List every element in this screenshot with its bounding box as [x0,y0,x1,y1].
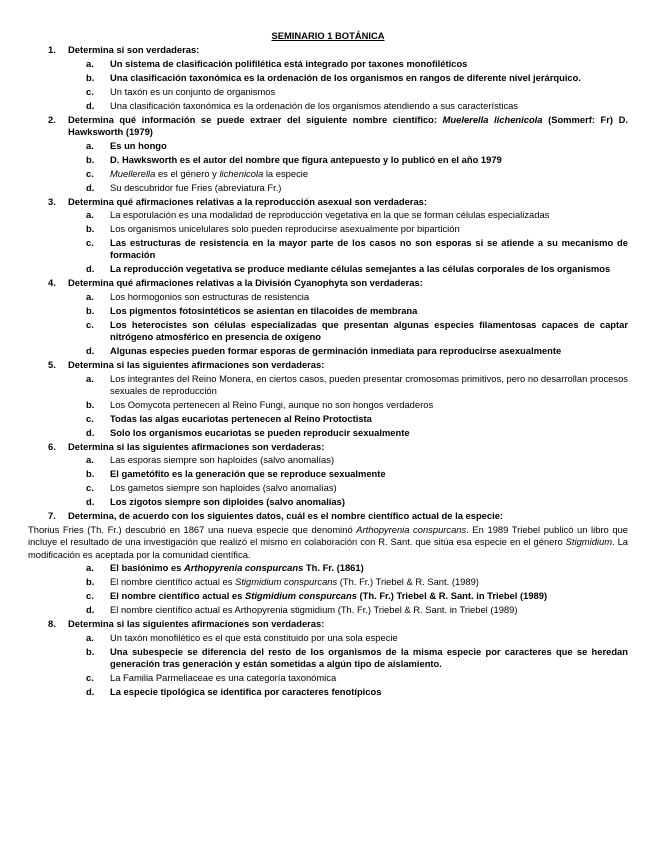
document [28,30,628,700]
option-item [28,305,628,317]
option-letter: a. [86,57,94,69]
option-item [28,86,628,98]
option-text: Solo los organismos eucariotas se pueden reproducir sexualmente [110,427,410,439]
option-letter: b. [86,645,95,657]
option-item [28,646,628,671]
option-text: Los pigmentos fotosintéticos se asientan en tilacoides de membrana [110,304,418,316]
option-letter: c. [86,167,94,179]
question-number: 5. [48,359,56,371]
question-2 [28,114,628,139]
option-item [28,100,628,112]
option-item [28,576,628,588]
question-text: Determina si las siguientes afirmaciones son verdaderas: [68,618,325,630]
question-3 [28,196,628,208]
question-text: Determina qué información se puede extraer del siguiente nombre científico: Muelerella lichenicola (Sommerf: Fr) D. Hawksworth (1979) [68,113,628,138]
question-text: Determina, de acuerdo con los siguientes datos, cuál es el nombre científico actual de la especie: [68,510,504,522]
option-text: Algunas especies pueden formar esporas de germinación inmediata para reproducirse asexualmente [110,345,562,357]
option-item [28,291,628,303]
question-text: Determina si las siguientes afirmaciones son verdaderas: [68,441,325,453]
option-item [28,319,628,344]
question-5 [28,359,628,371]
option-item [28,140,628,152]
option-item [28,632,628,644]
option-text: La esporulación es una modalidad de reproducción vegetativa en la que se forman células especializadas [110,209,550,221]
option-letter: d. [86,181,95,193]
option-letter: d. [86,263,95,275]
option-text: La Familia Parmeliaceae es una categoría taxonómica [110,671,337,683]
question-number: 6. [48,441,56,453]
option-item [28,496,628,508]
option-letter: d. [86,496,95,508]
option-item [28,182,628,194]
option-item [28,263,628,275]
option-text: Una clasificación taxonómica es la ordenación de los organismos atendiendo a sus características [110,99,519,111]
option-letter: d. [86,685,95,697]
option-item [28,373,628,398]
question-number: 4. [48,277,56,289]
option-text: Los Oomycota pertenecen al Reino Fungi, aunque no son hongos verdaderos [110,399,434,411]
option-letter: d. [86,427,95,439]
option-text: Un taxón es un conjunto de organismos [110,85,276,97]
question-text: Determina qué afirmaciones relativas a la reproducción asexual son verdaderas: [68,195,428,207]
option-item [28,237,628,262]
question-number: 8. [48,618,56,630]
question-4 [28,277,628,289]
option-text: Todas las algas eucariotas pertenecen al Reino Protoctista [110,413,372,425]
option-letter: c. [86,237,94,249]
option-letter: b. [86,304,95,316]
option-letter: c. [86,318,94,330]
option-item [28,672,628,684]
option-letter: a. [86,209,94,221]
option-item [28,482,628,494]
question-text: Determina si las siguientes afirmaciones son verdaderas: [68,359,325,371]
option-text: Un taxón monofilético es el que está constituido por una sola especie [110,631,398,643]
option-item [28,413,628,425]
option-item [28,399,628,411]
option-letter: d. [86,99,95,111]
option-letter: b. [86,576,95,588]
option-letter: b. [86,223,95,235]
option-letter: a. [86,562,94,574]
option-text: Muellerella es el género y lichenicola la especie [110,167,309,179]
option-text: Los organismos unicelulares solo pueden reproducirse asexualmente por bipartición [110,223,460,235]
option-letter: a. [86,290,94,302]
question-text: Determina qué afirmaciones relativas a la División Cyanophyta son verdaderas: [68,277,423,289]
option-item [28,686,628,698]
question-number: 3. [48,195,56,207]
option-item [28,562,628,574]
option-letter: d. [86,345,95,357]
option-letter: d. [86,604,95,616]
option-letter: b. [86,399,95,411]
option-text: El gametófito es la generación que se reproduce sexualmente [110,468,386,480]
option-text: Los hormogonios son estructuras de resistencia [110,290,310,302]
option-item [28,168,628,180]
option-text: Un sistema de clasificación polifilética está integrado por taxones monofiléticos [110,57,468,69]
option-letter: b. [86,71,95,83]
question-number: 2. [48,113,56,125]
option-item [28,427,628,439]
option-letter: c. [86,413,94,425]
option-text: Los integrantes del Reino Monera, en ciertos casos, pueden presentar cromosomas primitivos, pero no desarrollan procesos sexuales de reproducción [110,372,628,397]
question-8 [28,618,628,630]
option-letter: c. [86,590,94,602]
option-letter: c. [86,85,94,97]
document-title: SEMINARIO 1 BOTÁNICA [271,30,385,41]
question-1 [28,44,628,56]
question-number: 1. [48,44,56,56]
question-text: Determina si son verdaderas: [68,44,200,56]
option-text: D. Hawksworth es el autor del nombre que figura antepuesto y lo publicó en el año 1979 [110,153,502,165]
option-text: Una subespecie se diferencia del resto de los organismos de la misma especie por caracteres que se heredan generación tras generación y están sometidas a algún tipo de aislamiento. [110,645,628,669]
option-letter: a. [86,631,94,643]
option-item [28,58,628,70]
option-item [28,223,628,235]
question-list [28,44,628,698]
option-letter: a. [86,139,94,151]
option-letter: c. [86,671,94,683]
option-text: Una clasificación taxonómica es la ordenación de los organismos en rangos de diferente nivel jerárquico. [110,71,581,83]
option-text: Las estructuras de resistencia en la mayor parte de los casos no son esporas si se atiende a su mecanismo de formación [110,237,628,261]
option-letter: a. [86,454,94,466]
option-text: La especie tipológica se identifica por caracteres fenotípicos [110,685,382,697]
option-letter: c. [86,482,94,494]
question-6 [28,441,628,453]
option-item [28,154,628,166]
option-text: Las esporas siempre son haploides (salvo anomalías) [110,454,335,466]
option-item [28,72,628,84]
option-item [28,454,628,466]
option-text: Los gametos siempre son haploides (salvo anomalías) [110,482,337,494]
option-item [28,209,628,221]
option-item [28,345,628,357]
option-text: El nombre científico actual es Stigmidium conspurcans (Th. Fr.) Triebel & R. Sant. in Triebel (1989) [110,590,548,602]
option-letter: b. [86,468,95,480]
option-text: Es un hongo [110,139,167,151]
option-text: Su descubridor fue Fries (abreviatura Fr.) [110,181,282,193]
option-item [28,590,628,602]
option-text: El nombre científico actual es Stigmidium conspurcans (Th. Fr.) Triebel & R. Sant. (1989) [110,576,479,588]
option-letter: a. [86,372,94,384]
question-7 [28,510,628,522]
option-text: Los heterocistes son células especializadas que presentan algunas especies filamentosas capaces de captar nitrógeno atmosférico en presencia de oxígeno [110,318,628,343]
option-text: La reproducción vegetativa se produce mediante células semejantes a las células corporales de los organismos [110,263,611,275]
option-item [28,604,628,616]
question-paragraph: Thorius Fries (Th. Fr.) descubrió en 1867 una nueva especie que denominó Arthopyrenia conspurcans. En 1989 Triebel publicó un libro que incluye el resultado de una investigación que realizó el mismo en colaboración con R. Sant. que sitúa esa especie en el género Stigmidium. La modificación es aceptada por la comunidad científica. [28,523,628,560]
option-letter: b. [86,153,95,165]
option-text: El basiónimo es Arthopyrenia conspurcans Th. Fr. (1861) [110,562,364,574]
question-number: 7. [48,510,56,522]
option-text: El nombre científico actual es Arthopyrenia stigmidium (Th. Fr.) Triebel & R. Sant. in Triebel (1989) [110,604,518,616]
option-text: Los zigotos siempre son diploides (salvo anomalías) [110,496,345,508]
option-item [28,468,628,480]
